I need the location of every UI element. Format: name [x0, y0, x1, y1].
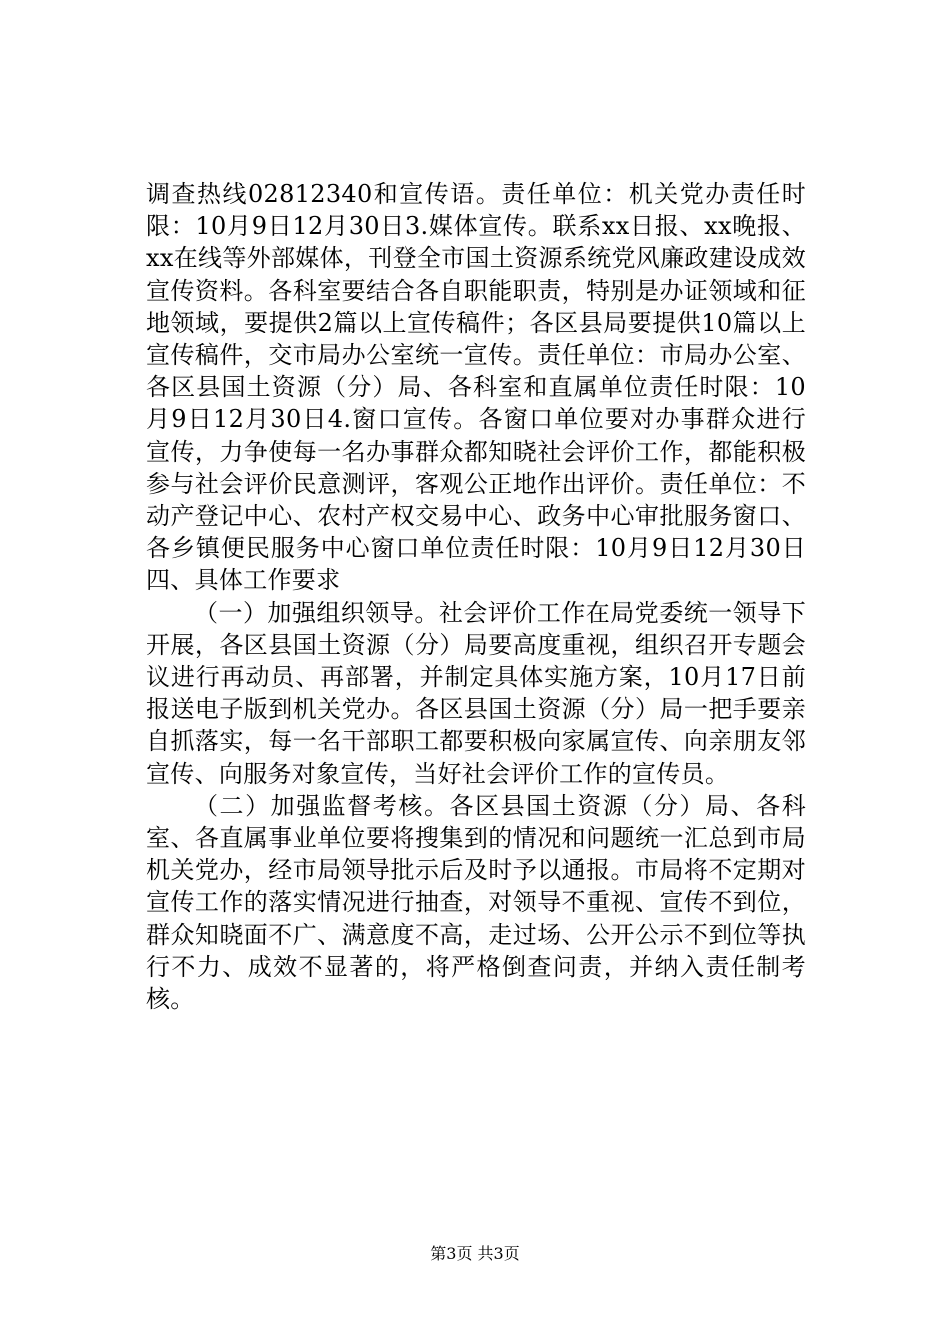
paragraph-supervision-assessment: （二）加强监督考核。各区县国土资源（分）局、各科室、各直属事业单位要将搜集到的情况和问题统一汇总到市局机关党办，经市局领导批示后及时予以通报。市局将不定期对宣传工作的落实情况进行抽查，对领导不重视、宣传不到位，群众知晓面不广、满意度不高，走过场、公开公示不到位等执行不力、成效不显著的，将严格倒查问责，并纳入责任制考核。 [146, 791, 806, 1014]
page-number: 第3页 共3页 [430, 1244, 520, 1263]
paragraph-organization-leadership: （一）加强组织领导。社会评价工作在局党委统一领导下开展，各区县国土资源（分）局要高度重视，组织召开专题会议进行再动员、再部署，并制定具体实施方案，10月17日前报送电子版到机关党办。各区县国土资源（分）局一把手要亲自抓落实，每一名干部职工都要积极向家属宣传、向亲朋友邻宣传、向服务对象宣传，当好社会评价工作的宣传员。 [146, 598, 806, 788]
document-body [146, 178, 806, 1015]
paragraph-continuation: 调查热线02812340和宣传语。责任单位：机关党办责任时限：10月9日12月30日3.媒体宣传。联系xx日报、xx晚报、xx在线等外部媒体，刊登全市国土资源系统党风廉政建设成效宣传资料。各科室要结合各自职能职责，特别是办证领域和征地领域，要提供2篇以上宣传稿件；各区县局要提供10篇以上宣传稿件，交市局办公室统一宣传。责任单位：市局办公室、各区县国土资源（分）局、各科室和直属单位责任时限：10月9日12月30日4.窗口宣传。各窗口单位要对办事群众进行宣传，力争使每一名办事群众都知晓社会评价工作，都能积极参与社会评价民意测评，客观公正地作出评价。责任单位：不动产登记中心、农村产权交易中心、政务中心审批服务窗口、各乡镇便民服务中心窗口单位责任时限：10月9日12月30日四、具体工作要求 [146, 180, 806, 595]
page-footer [0, 1244, 950, 1264]
